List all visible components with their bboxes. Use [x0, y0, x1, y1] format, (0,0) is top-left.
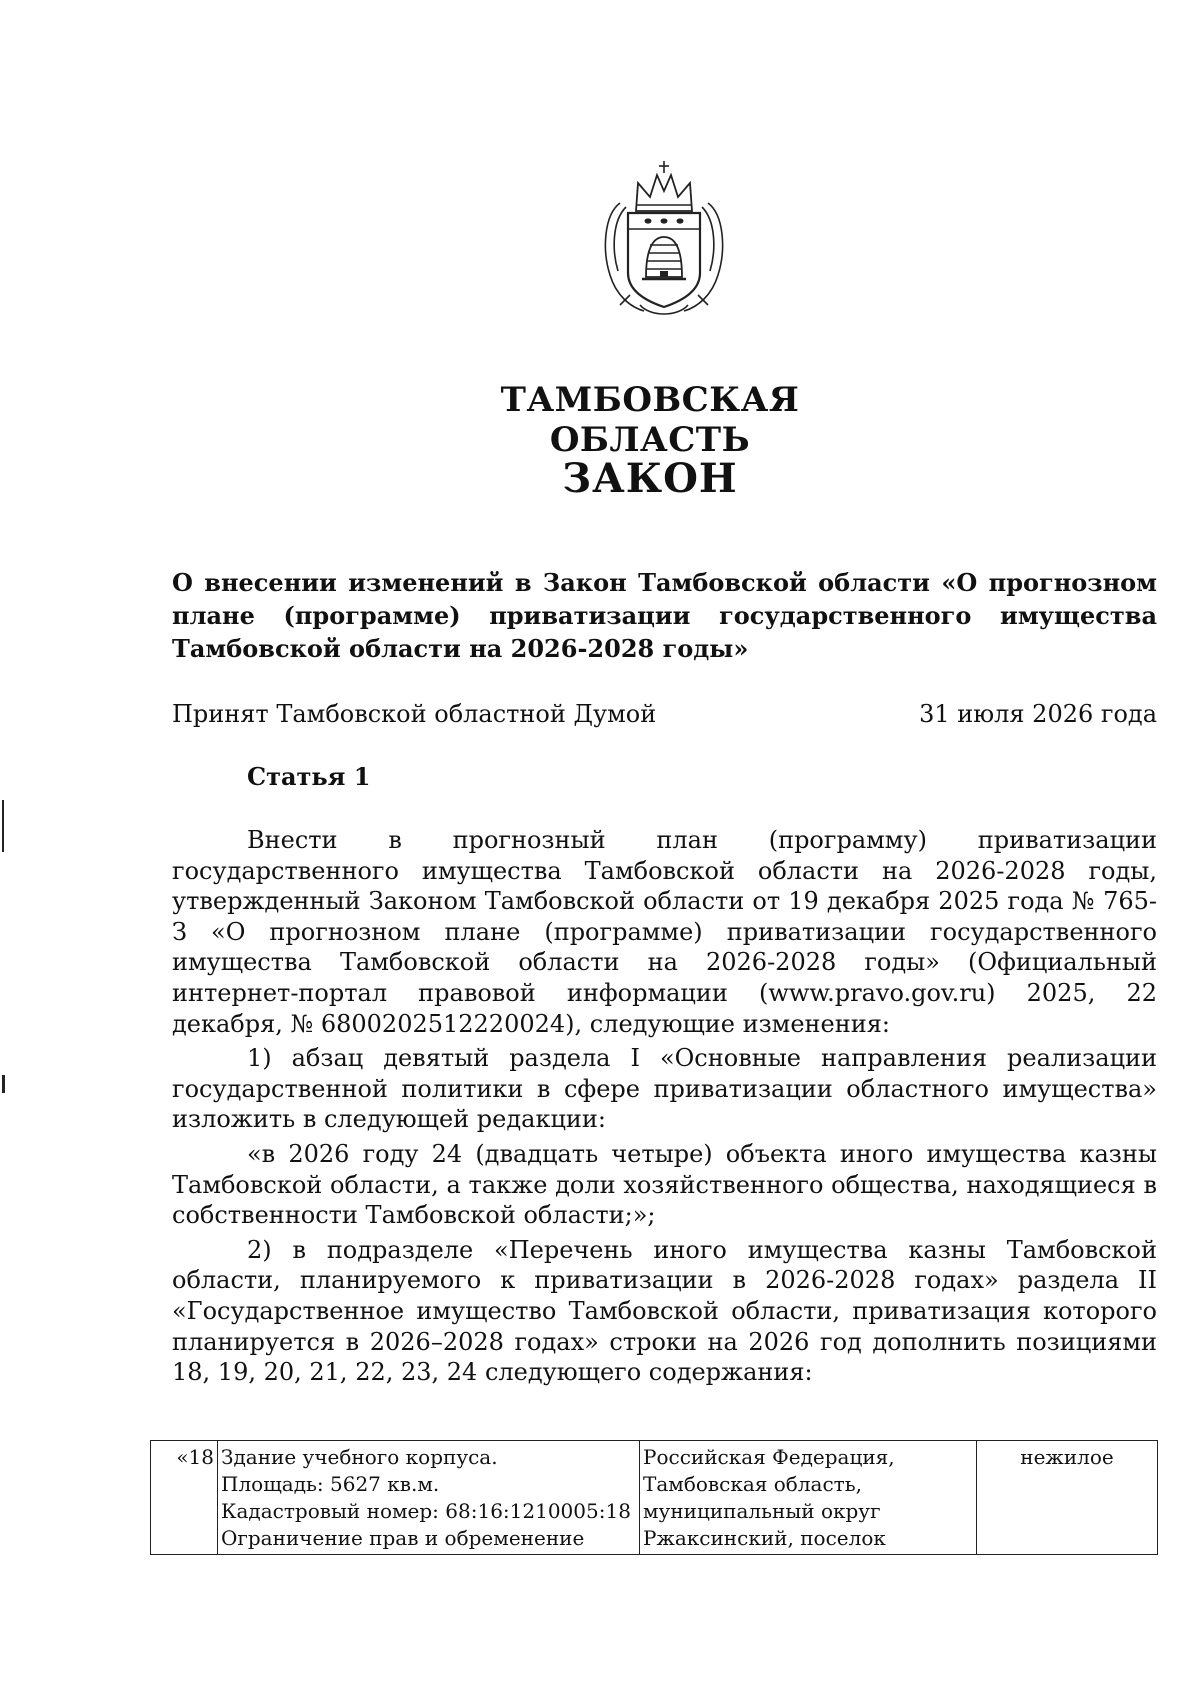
- paragraph: 2) в подразделе «Перечень иного имущества казны Тамбовской области, планируемого к приватизации в 2026-2028 годах» раздела II «Государственное имущество Тамбовской области, приватизация которого планируется в 2026–2028 годах» строки на 2026 год дополнить позициями 18, 19, 20, 21, 22, 23, 24 следующего содержания:: [172, 1235, 1157, 1387]
- coat-of-arms-emblem: [600, 155, 728, 325]
- document-type-heading: ЗАКОН: [562, 455, 738, 502]
- description-line: Здание учебного корпуса.: [221, 1445, 498, 1469]
- scan-margin-mark: [2, 800, 4, 852]
- position-number: «18: [151, 1441, 218, 1555]
- object-address: [640, 1441, 977, 1555]
- adoption-date: 31 июля 2026 года: [919, 700, 1157, 728]
- adopted-by: Принят Тамбовской областной Думой: [172, 700, 657, 728]
- positions-table-fragment: [150, 1440, 1158, 1555]
- scan-margin-mark: [2, 1075, 5, 1093]
- description-line: Ограничение прав и обременение: [221, 1526, 585, 1550]
- address-line: Тамбовская область,: [643, 1472, 862, 1496]
- region-heading: ТАМБОВСКАЯ ОБЛАСТЬ: [500, 380, 800, 460]
- law-title: О внесении изменений в Закон Тамбовской области «О прогнозном плане (программе) приватизации государственного имущества Тамбовской области на 2026-2028 годы»: [172, 568, 1157, 663]
- article-heading: Статья 1: [247, 762, 371, 791]
- table-row: [151, 1441, 1158, 1555]
- object-type: нежилое: [977, 1441, 1158, 1555]
- address-line: Ржаксинский, поселок: [643, 1526, 886, 1550]
- article-body: [172, 825, 1157, 1388]
- object-description: [218, 1441, 640, 1555]
- address-line: муниципальный округ: [643, 1499, 881, 1523]
- adoption-line: [172, 700, 1157, 732]
- positions-table: [150, 1440, 1158, 1555]
- address-line: Российская Федерация,: [643, 1445, 895, 1469]
- paragraph: «в 2026 году 24 (двадцать четыре) объекта иного имущества казны Тамбовской области, а также доли хозяйственного общества, находящиеся в собственности Тамбовской области;»;: [172, 1139, 1157, 1230]
- paragraph: 1) абзац девятый раздела I «Основные направления реализации государственной политики в сфере приватизации областного имущества» изложить в следующей редакции:: [172, 1044, 1157, 1134]
- description-line: Кадастровый номер: 68:16:1210005:18: [221, 1499, 631, 1523]
- paragraph: Внести в прогнозный план (программу) приватизации государственного имущества Тамбовской области на 2026-2028 годы, утвержденный Законом Тамбовской области от 19 декабря 2025 года № 765-З «О прогнозном плане (программе) приватизации государственного имущества Тамбовской области на 2026-2028 годы» (Официальный интернет-портал правовой информации (www.pravo.gov.ru) 2025, 22 декабря, № 6800202512220024), следующие изменения:: [172, 826, 1157, 1038]
- description-line: Площадь: 5627 кв.м.: [221, 1472, 440, 1496]
